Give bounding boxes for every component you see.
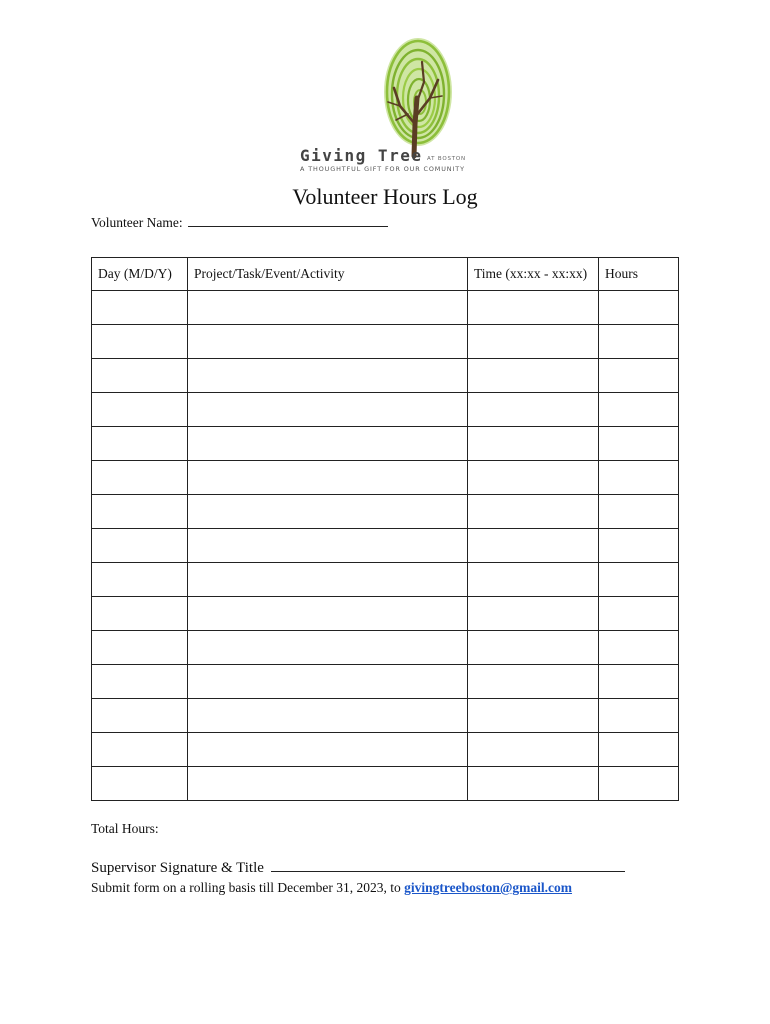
day-cell[interactable] bbox=[92, 733, 188, 767]
supervisor-label: Supervisor Signature & Title bbox=[91, 860, 264, 876]
time-cell[interactable] bbox=[468, 733, 599, 767]
volunteer-name-row bbox=[91, 215, 388, 231]
day-cell[interactable] bbox=[92, 291, 188, 325]
table-row bbox=[92, 461, 679, 495]
hours-cell[interactable] bbox=[599, 325, 679, 359]
table-row bbox=[92, 699, 679, 733]
time-cell[interactable] bbox=[468, 359, 599, 393]
day-cell[interactable] bbox=[92, 461, 188, 495]
hours-cell[interactable] bbox=[599, 699, 679, 733]
table-row bbox=[92, 325, 679, 359]
table-row bbox=[92, 393, 679, 427]
project-cell[interactable] bbox=[188, 733, 468, 767]
table-row bbox=[92, 597, 679, 631]
day-cell[interactable] bbox=[92, 699, 188, 733]
email-link[interactable]: givingtreeboston@gmail.com bbox=[404, 880, 573, 895]
hours-cell[interactable] bbox=[599, 393, 679, 427]
day-cell[interactable] bbox=[92, 563, 188, 597]
hours-cell[interactable] bbox=[599, 495, 679, 529]
project-cell[interactable] bbox=[188, 325, 468, 359]
hours-cell[interactable] bbox=[599, 529, 679, 563]
table-row bbox=[92, 563, 679, 597]
hours-cell[interactable] bbox=[599, 767, 679, 801]
hours-log-table bbox=[91, 257, 679, 801]
time-cell[interactable] bbox=[468, 699, 599, 733]
time-cell[interactable] bbox=[468, 597, 599, 631]
project-cell[interactable] bbox=[188, 359, 468, 393]
time-cell[interactable] bbox=[468, 325, 599, 359]
time-cell[interactable] bbox=[468, 631, 599, 665]
giving-tree-logo bbox=[296, 36, 476, 176]
header-day: Day (M/D/Y) bbox=[92, 258, 188, 291]
project-cell[interactable] bbox=[188, 665, 468, 699]
table-row bbox=[92, 427, 679, 461]
time-cell[interactable] bbox=[468, 461, 599, 495]
table-row bbox=[92, 631, 679, 665]
header-project: Project/Task/Event/Activity bbox=[188, 258, 468, 291]
time-cell[interactable] bbox=[468, 393, 599, 427]
table-row bbox=[92, 665, 679, 699]
supervisor-row bbox=[91, 859, 625, 877]
supervisor-signature-field[interactable] bbox=[271, 859, 625, 872]
project-cell[interactable] bbox=[188, 597, 468, 631]
header-hours: Hours bbox=[599, 258, 679, 291]
day-cell[interactable] bbox=[92, 325, 188, 359]
brand-suffix: AT BOSTON bbox=[427, 156, 466, 162]
hours-cell[interactable] bbox=[599, 597, 679, 631]
day-cell[interactable] bbox=[92, 529, 188, 563]
hours-cell[interactable] bbox=[599, 427, 679, 461]
day-cell[interactable] bbox=[92, 597, 188, 631]
day-cell[interactable] bbox=[92, 495, 188, 529]
day-cell[interactable] bbox=[92, 393, 188, 427]
project-cell[interactable] bbox=[188, 699, 468, 733]
hours-cell[interactable] bbox=[599, 631, 679, 665]
hours-cell[interactable] bbox=[599, 291, 679, 325]
table-row bbox=[92, 767, 679, 801]
submit-text: Submit form on a rolling basis till December 31, 2023, to bbox=[91, 880, 405, 895]
project-cell[interactable] bbox=[188, 291, 468, 325]
table-header-row bbox=[92, 258, 679, 291]
day-cell[interactable] bbox=[92, 427, 188, 461]
volunteer-name-field[interactable] bbox=[188, 216, 388, 227]
project-cell[interactable] bbox=[188, 529, 468, 563]
header-time: Time (xx:xx - xx:xx) bbox=[468, 258, 599, 291]
time-cell[interactable] bbox=[468, 291, 599, 325]
project-cell[interactable] bbox=[188, 461, 468, 495]
brand-tagline: A THOUGHTFUL GIFT FOR OUR COMUNITY bbox=[300, 165, 465, 173]
submit-note bbox=[91, 880, 572, 896]
time-cell[interactable] bbox=[468, 767, 599, 801]
project-cell[interactable] bbox=[188, 767, 468, 801]
project-cell[interactable] bbox=[188, 631, 468, 665]
hours-cell[interactable] bbox=[599, 359, 679, 393]
table-row bbox=[92, 359, 679, 393]
project-cell[interactable] bbox=[188, 427, 468, 461]
time-cell[interactable] bbox=[468, 495, 599, 529]
time-cell[interactable] bbox=[468, 665, 599, 699]
table-row bbox=[92, 529, 679, 563]
time-cell[interactable] bbox=[468, 529, 599, 563]
total-hours-label: Total Hours: bbox=[91, 821, 159, 836]
volunteer-name-label: Volunteer Name: bbox=[91, 215, 183, 230]
day-cell[interactable] bbox=[92, 767, 188, 801]
brand-name: Giving Tree bbox=[300, 146, 423, 165]
table-row bbox=[92, 733, 679, 767]
table-body bbox=[92, 291, 679, 801]
day-cell[interactable] bbox=[92, 631, 188, 665]
time-cell[interactable] bbox=[468, 427, 599, 461]
project-cell[interactable] bbox=[188, 393, 468, 427]
hours-cell[interactable] bbox=[599, 461, 679, 495]
day-cell[interactable] bbox=[92, 665, 188, 699]
page-title: Volunteer Hours Log bbox=[292, 184, 478, 209]
day-cell[interactable] bbox=[92, 359, 188, 393]
tree-fingerprint-icon bbox=[296, 36, 476, 176]
hours-cell[interactable] bbox=[599, 563, 679, 597]
table-row bbox=[92, 291, 679, 325]
time-cell[interactable] bbox=[468, 563, 599, 597]
project-cell[interactable] bbox=[188, 495, 468, 529]
hours-cell[interactable] bbox=[599, 665, 679, 699]
table-row bbox=[92, 495, 679, 529]
project-cell[interactable] bbox=[188, 563, 468, 597]
hours-cell[interactable] bbox=[599, 733, 679, 767]
